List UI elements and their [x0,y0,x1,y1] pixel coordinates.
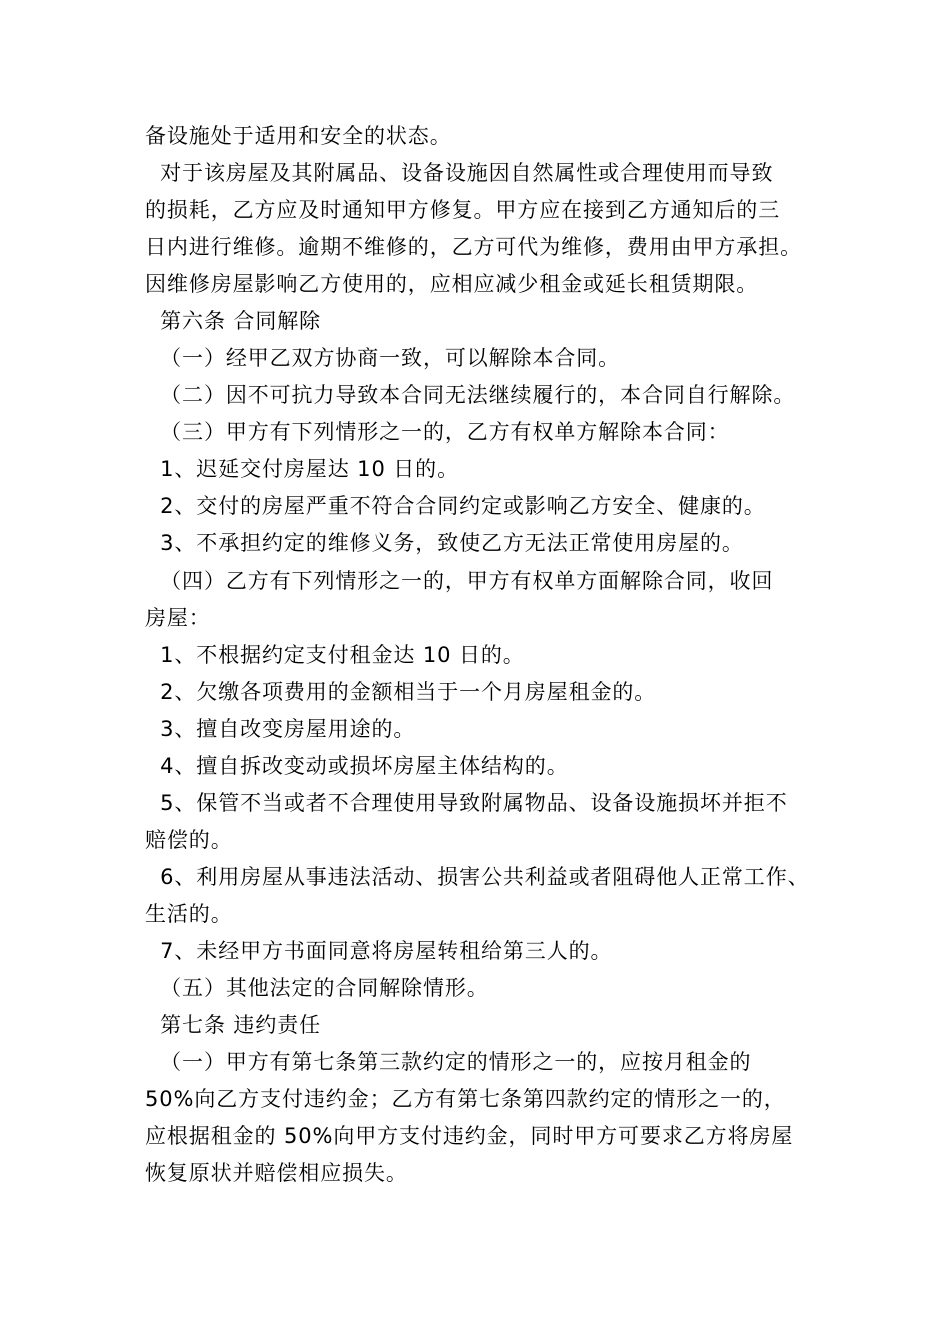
text-line: 恢复原状并赔偿相应损失。 [145,1161,408,1185]
text-line: 2、欠缴各项费用的金额相当于一个月房屋租金的。 [145,680,657,704]
text-line: 4、擅自拆改变动或损坏房屋主体结构的。 [145,754,569,778]
text-line: （四）乙方有下列情形之一的，甲方有权单方面解除合同，收回 [145,569,774,593]
text-line: （一）甲方有第七条第三款约定的情形之一的，应按月租金的 [145,1050,752,1074]
text-line: 6、利用房屋从事违法活动、损害公共利益或者阻碍他人正常工作、 [145,865,810,889]
text-line: 备设施处于适用和安全的状态。 [145,124,452,148]
text-line: 2、交付的房屋严重不符合合同约定或影响乙方安全、健康的。 [145,494,766,518]
text-line: 3、不承担约定的维修义务，致使乙方无法正常使用房屋的。 [145,531,744,555]
text-line: 生活的。 [145,902,233,926]
text-line: 因维修房屋影响乙方使用的，应相应减少租金或延长租赁期限。 [145,272,759,296]
text-line: 50%向乙方支付违约金；乙方有第七条第四款约定的情形之一的， [145,1087,786,1111]
section-heading: 第六条 合同解除 [145,309,322,333]
text-line: 房屋： [145,606,211,630]
text-line: （五）其他法定的合同解除情形。 [145,976,489,1000]
text-line: （三）甲方有下列情形之一的，乙方有权单方解除本合同： [145,420,730,444]
section-heading: 第七条 违约责任 [145,1013,322,1037]
text-line: （二）因不可抗力导致本合同无法继续履行的，本合同自行解除。 [145,383,796,407]
text-line: 的损耗，乙方应及时通知甲方修复。甲方应在接到乙方通知后的三 [145,198,781,222]
text-line: 3、擅自改变房屋用途的。 [145,717,416,741]
text-line: （一）经甲乙双方协商一致，可以解除本合同。 [145,346,621,370]
text-line: 对于该房屋及其附属品、设备设施因自然属性或合理使用而导致 [145,161,774,185]
text-line: 5、保管不当或者不合理使用导致附属物品、设备设施损坏并拒不 [145,791,788,815]
text-line: 赔偿的。 [145,828,233,852]
text-line: 1、迟延交付房屋达 10 日的。 [145,457,459,481]
text-line: 7、未经甲方书面同意将房屋转租给第三人的。 [145,939,613,963]
text-line: 日内进行维修。逾期不维修的，乙方可代为维修，费用由甲方承担。 [145,235,802,259]
text-line: 1、不根据约定支付租金达 10 日的。 [145,643,525,667]
text-line: 应根据租金的 50%向甲方支付违约金，同时甲方可要求乙方将房屋 [145,1124,794,1148]
